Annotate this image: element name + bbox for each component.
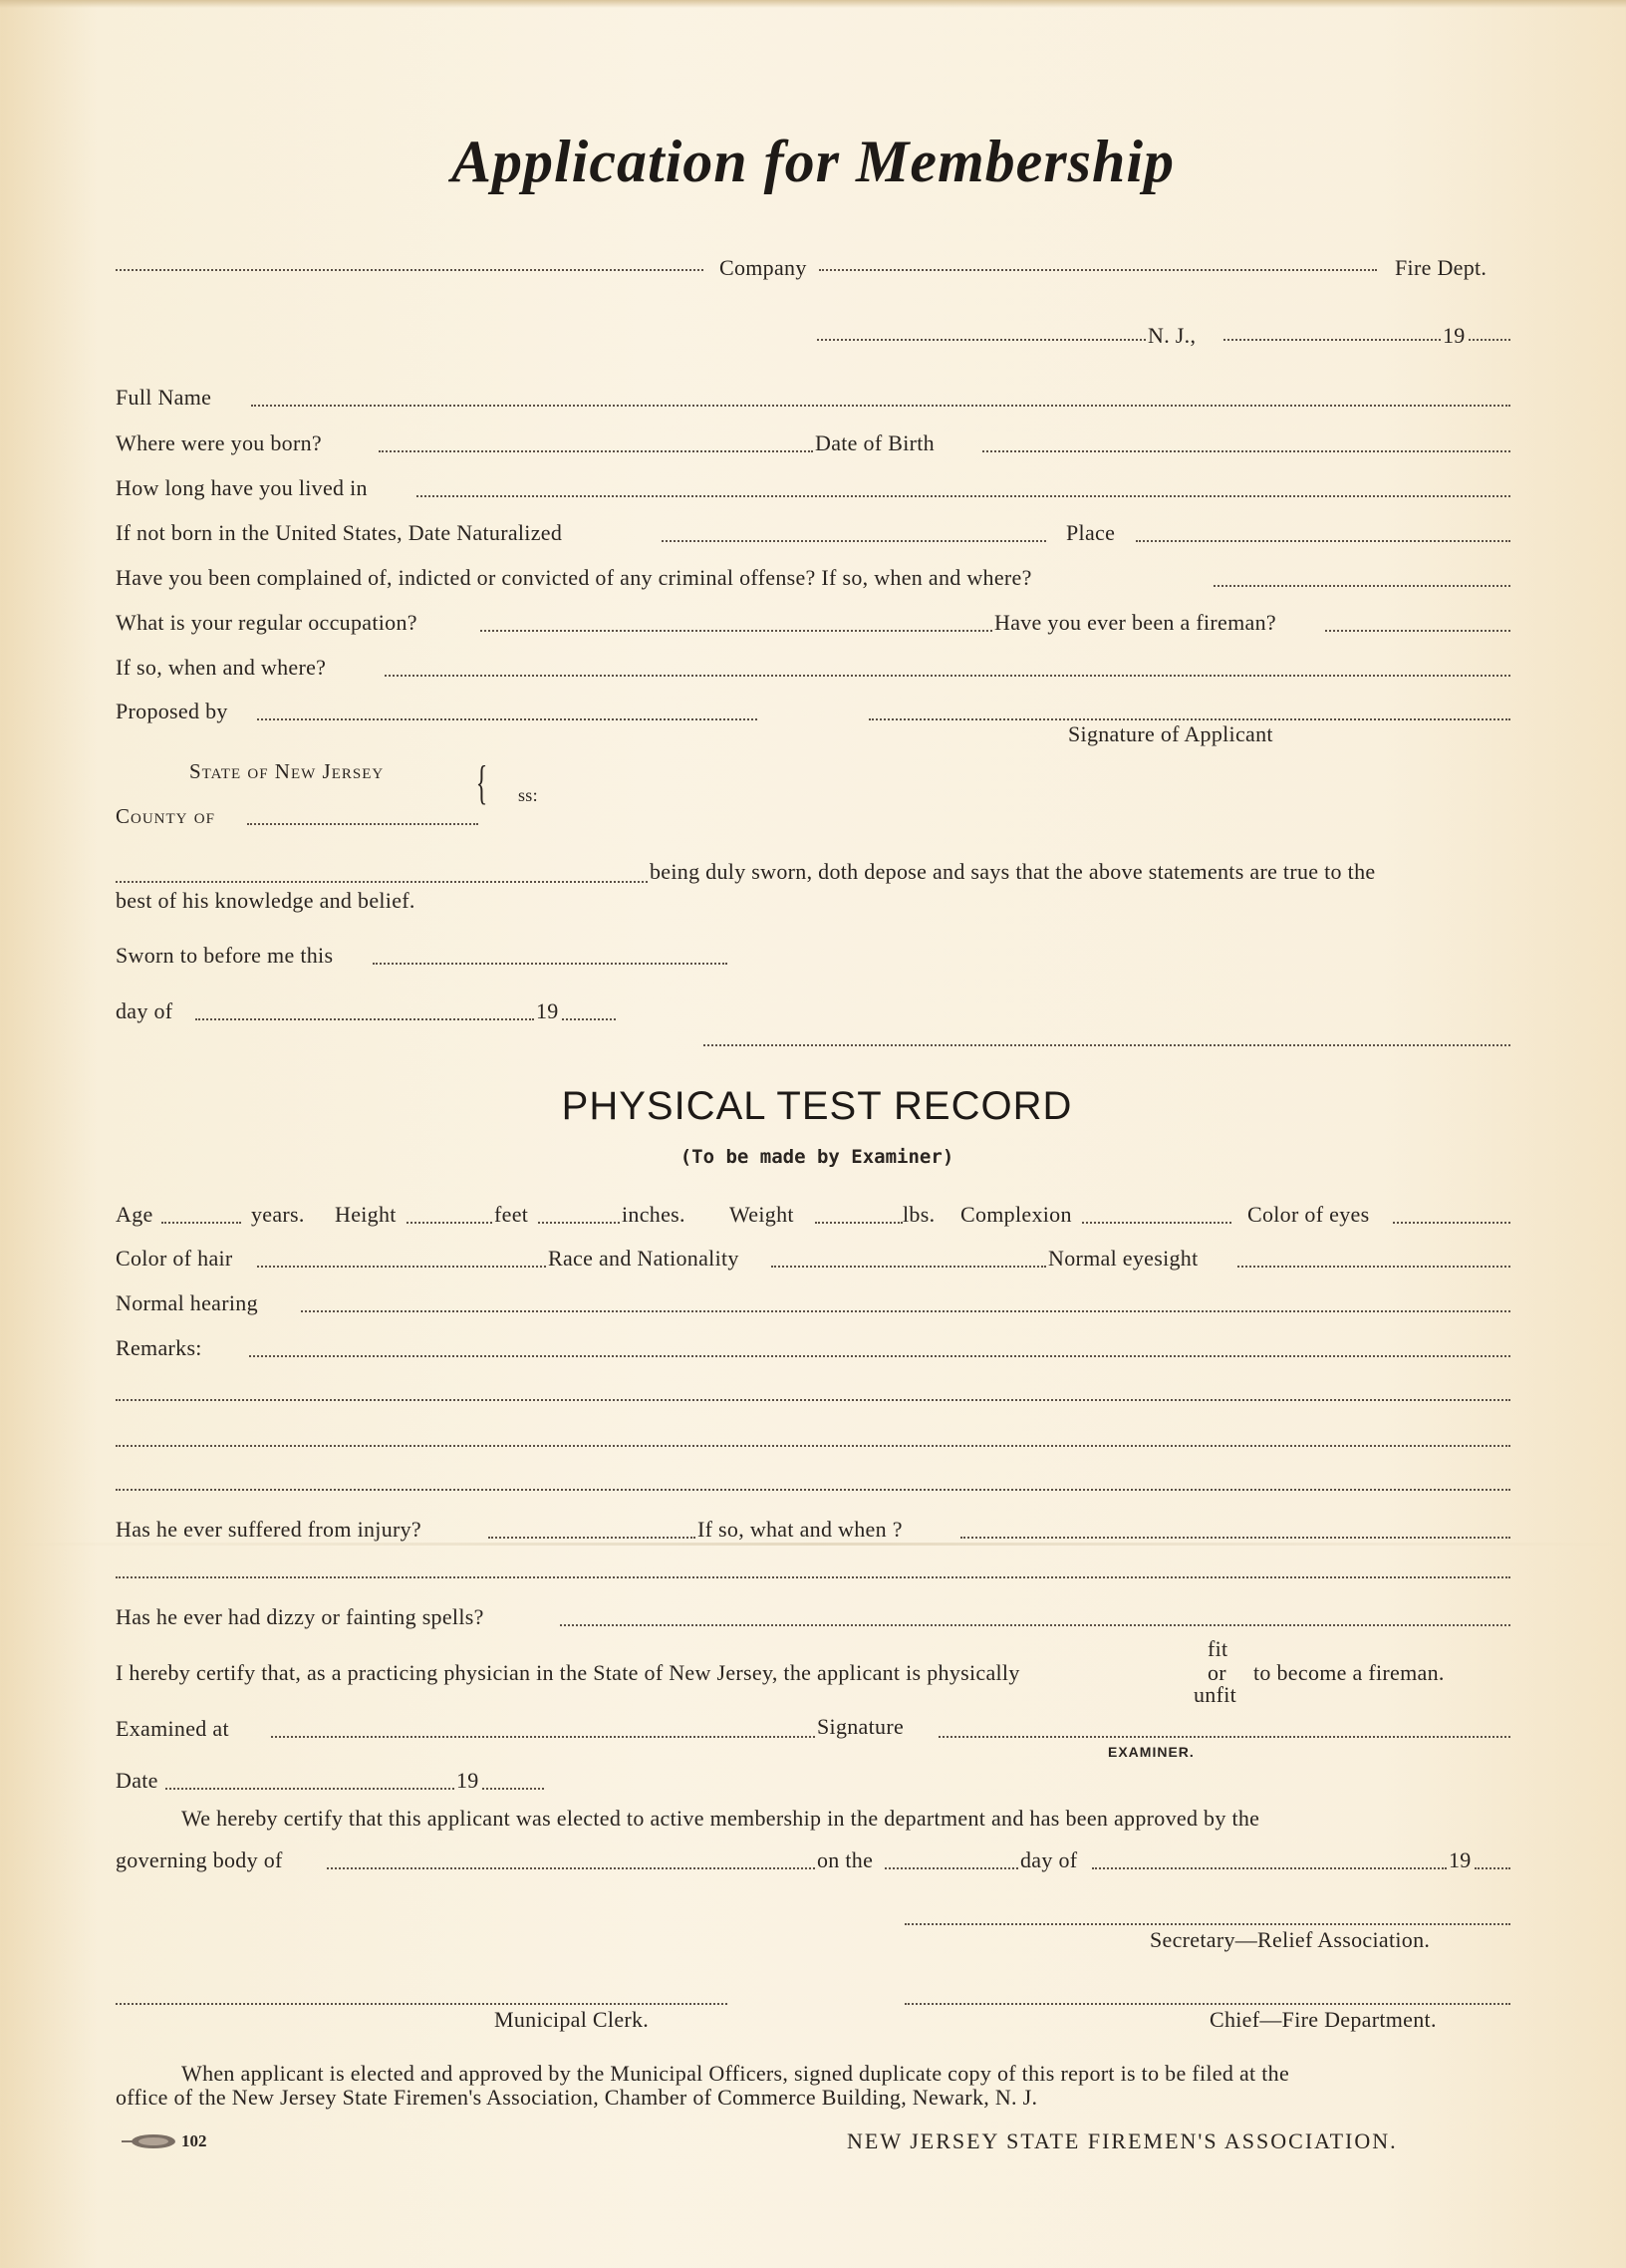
- remarks-line-4[interactable]: [116, 1489, 1510, 1491]
- company-label: Company: [719, 255, 807, 280]
- hearing-label: Normal hearing: [116, 1290, 258, 1315]
- paper-fold-line: [0, 1543, 1626, 1546]
- oath-day-field[interactable]: [195, 1018, 534, 1020]
- remarks-line-1[interactable]: [249, 1355, 1510, 1357]
- governing-body-field[interactable]: [327, 1867, 815, 1869]
- naturalized-label: If not born in the United States, Date Naturalized: [116, 520, 563, 545]
- exam-year-prefix: 19: [456, 1768, 479, 1793]
- header-year-field[interactable]: [1469, 339, 1510, 341]
- footer-note-line-1: When applicant is elected and approved by the Municipal Officers, signed duplicate copy of this report is to be filed at the: [181, 2061, 1290, 2086]
- exam-date-label: Date: [116, 1768, 158, 1793]
- residence-duration-field[interactable]: [416, 495, 1510, 497]
- exam-date-field[interactable]: [165, 1788, 454, 1790]
- association-name: NEW JERSEY STATE FIREMEN'S ASSOCIATION.: [847, 2128, 1398, 2153]
- examined-at-field[interactable]: [271, 1736, 815, 1738]
- sworn-before-field[interactable]: [373, 963, 727, 965]
- on-the-label: on the: [817, 1847, 874, 1872]
- chief-label: Chief—Fire Department.: [1210, 2007, 1437, 2032]
- sworn-text-1: being duly sworn, doth depose and says that the above statements are true to the: [650, 859, 1376, 884]
- occupation-label: What is your regular occupation?: [116, 610, 417, 635]
- naturalized-date-field[interactable]: [662, 540, 1046, 542]
- clerk-label: Municipal Clerk.: [494, 2007, 650, 2032]
- oath-year-prefix: 19: [536, 998, 559, 1023]
- born-label: Where were you born?: [116, 430, 322, 455]
- dizzy-field[interactable]: [560, 1624, 1510, 1626]
- sworn-text-2: best of his knowledge and belief.: [116, 888, 415, 913]
- hearing-field[interactable]: [301, 1310, 1510, 1312]
- company-name-field[interactable]: [116, 269, 703, 271]
- when-where-label: If so, when and where?: [116, 655, 327, 680]
- fire-dept-field[interactable]: [819, 269, 1377, 271]
- physical-test-subheading: (To be made by Examiner): [679, 1146, 954, 1168]
- header-year-prefix: 19: [1443, 323, 1466, 348]
- place-label: Place: [1066, 520, 1116, 545]
- eye-color-field[interactable]: [1393, 1222, 1510, 1224]
- paper-top-edge: [0, 0, 1626, 8]
- examined-at-label: Examined at: [116, 1716, 229, 1741]
- election-certify-text: We hereby certify that this applicant was elected to active membership in the department and has been approved by the: [181, 1806, 1260, 1831]
- election-day-of-label: day of: [1020, 1847, 1078, 1872]
- weight-field[interactable]: [815, 1222, 903, 1224]
- injury-details-line-2[interactable]: [116, 1576, 1510, 1578]
- fireman-label: Have you ever been a fireman?: [994, 610, 1276, 635]
- age-label: Age: [116, 1202, 153, 1227]
- notary-signature-field[interactable]: [703, 1044, 1510, 1046]
- unfit-option[interactable]: unfit: [1194, 1682, 1237, 1707]
- remarks-line-3[interactable]: [116, 1445, 1510, 1447]
- governing-body-label: governing body of: [116, 1847, 283, 1872]
- lived-label: How long have you lived in: [116, 475, 368, 500]
- election-year-field[interactable]: [1475, 1867, 1510, 1869]
- injury-details-field[interactable]: [960, 1537, 1510, 1539]
- deponent-name-field[interactable]: [116, 881, 648, 883]
- town-field[interactable]: [817, 339, 1146, 341]
- injury-label: Has he ever suffered from injury?: [116, 1517, 421, 1542]
- physical-test-heading: PHYSICAL TEST RECORD: [561, 1084, 1073, 1128]
- height-label: Height: [335, 1202, 397, 1227]
- footer-note-line-2: office of the New Jersey State Firemen's Association, Chamber of Commerce Building, Newark, N. J.: [116, 2085, 1038, 2110]
- hair-label: Color of hair: [116, 1246, 233, 1271]
- race-field[interactable]: [771, 1266, 1046, 1268]
- proposed-label: Proposed by: [116, 699, 228, 723]
- occupation-field[interactable]: [480, 630, 992, 632]
- union-label-icon: [120, 2132, 179, 2150]
- full-name-label: Full Name: [116, 385, 212, 410]
- county-field[interactable]: [247, 823, 478, 825]
- oath-year-field[interactable]: [562, 1018, 616, 1020]
- examiner-signature-label: Signature: [817, 1714, 905, 1739]
- chief-signature-field[interactable]: [905, 2003, 1510, 2005]
- secretary-label: Secretary—Relief Association.: [1150, 1927, 1431, 1952]
- applicant-signature-field[interactable]: [869, 718, 1510, 720]
- fit-option[interactable]: fit: [1208, 1636, 1228, 1661]
- examiner-signature-field[interactable]: [939, 1736, 1510, 1738]
- injury-field[interactable]: [488, 1537, 695, 1539]
- examiner-label: EXAMINER.: [1108, 1744, 1195, 1760]
- height-feet-field[interactable]: [406, 1222, 492, 1224]
- county-label: County of: [116, 804, 215, 828]
- feet-label: feet: [494, 1202, 529, 1227]
- complexion-label: Complexion: [960, 1202, 1072, 1227]
- fire-dept-label: Fire Dept.: [1395, 255, 1488, 280]
- full-name-field[interactable]: [251, 405, 1510, 407]
- remarks-label: Remarks:: [116, 1335, 202, 1360]
- inches-label: inches.: [622, 1202, 685, 1227]
- dizzy-label: Has he ever had dizzy or fainting spells?: [116, 1604, 484, 1629]
- election-year-prefix: 19: [1449, 1847, 1472, 1872]
- lbs-label: lbs.: [903, 1202, 936, 1227]
- criminal-record-field[interactable]: [1214, 585, 1510, 587]
- age-field[interactable]: [161, 1222, 241, 1224]
- naturalized-place-field[interactable]: [1136, 540, 1510, 542]
- eyes-label: Color of eyes: [1247, 1202, 1370, 1227]
- proposed-by-field[interactable]: [257, 718, 757, 720]
- bracket-mark: {: [475, 756, 488, 809]
- sworn-before-label: Sworn to before me this: [116, 943, 334, 968]
- injury-when-label: If so, what and when ?: [697, 1517, 903, 1542]
- eyesight-label: Normal eyesight: [1048, 1246, 1199, 1271]
- dob-field[interactable]: [982, 450, 1510, 452]
- secretary-signature-field[interactable]: [905, 1923, 1510, 1925]
- complexion-field[interactable]: [1082, 1222, 1231, 1224]
- birthplace-field[interactable]: [379, 450, 813, 452]
- remarks-line-2[interactable]: [116, 1399, 1510, 1401]
- years-label: years.: [251, 1202, 305, 1227]
- day-of-label: day of: [116, 998, 173, 1023]
- exam-year-field[interactable]: [482, 1788, 544, 1790]
- form-title: Application for Membership: [450, 129, 1176, 194]
- dob-label: Date of Birth: [815, 430, 935, 455]
- header-date-field[interactable]: [1223, 339, 1441, 341]
- or-label: or: [1208, 1660, 1226, 1685]
- nj-label: N. J.,: [1148, 323, 1197, 348]
- fireman-when-where-field[interactable]: [385, 675, 1510, 677]
- previous-fireman-field[interactable]: [1325, 630, 1510, 632]
- election-month-field[interactable]: [1092, 1867, 1447, 1869]
- ss-label: ss:: [518, 785, 538, 805]
- hair-color-field[interactable]: [257, 1266, 546, 1268]
- state-label: State of New Jersey: [189, 759, 385, 783]
- weight-label: Weight: [729, 1202, 794, 1227]
- physician-certify-text: I hereby certify that, as a practicing physician in the State of New Jersey, the applicant is physically: [116, 1660, 1020, 1685]
- criminal-label: Have you been complained of, indicted or convicted of any criminal offense? If so, when and where?: [116, 565, 1032, 590]
- race-label: Race and Nationality: [548, 1246, 739, 1271]
- applicant-signature-label: Signature of Applicant: [1068, 721, 1273, 746]
- height-inches-field[interactable]: [538, 1222, 620, 1224]
- form-number: 102: [181, 2131, 207, 2150]
- election-day-field[interactable]: [885, 1867, 1018, 1869]
- certify-end-text: to become a fireman.: [1253, 1660, 1445, 1685]
- clerk-signature-field[interactable]: [116, 2003, 727, 2005]
- eyesight-field[interactable]: [1237, 1266, 1510, 1268]
